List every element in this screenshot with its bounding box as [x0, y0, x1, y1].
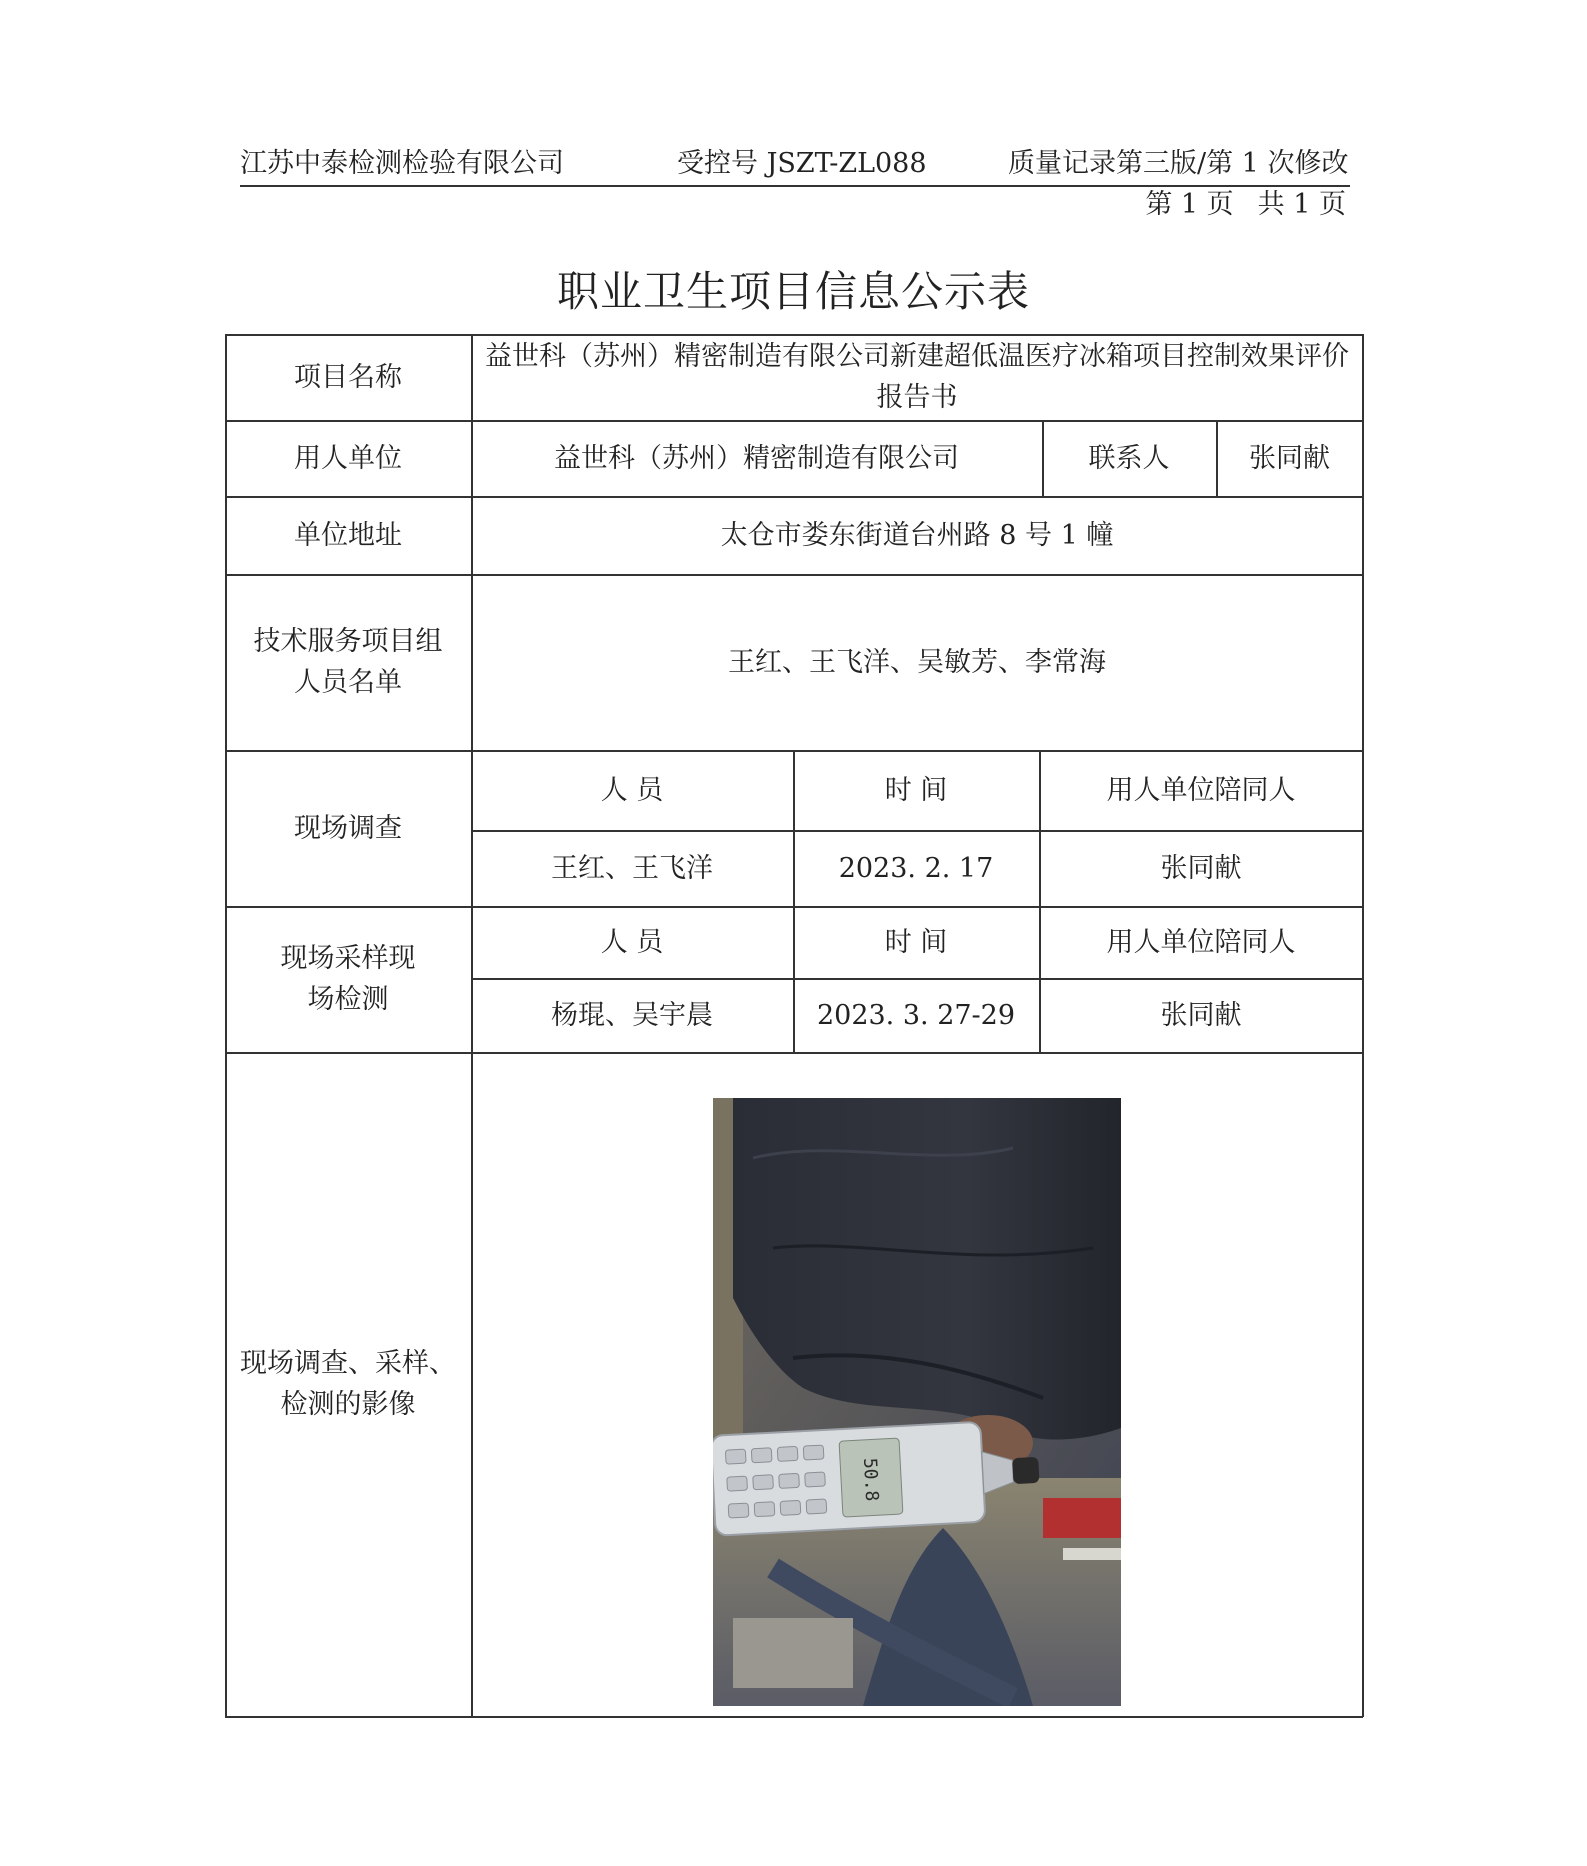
sampling-col-time: 时 间 [884, 926, 948, 958]
contact-label: 联系人 [1088, 442, 1170, 474]
team-value: 王红、王飞洋、吴敏芳、李常海 [728, 646, 1106, 678]
page-total: 共 1 页 [1257, 189, 1346, 220]
header-control-number: 受控号 JSZT-ZL088 [677, 148, 927, 179]
project-name-label: 项目名称 [294, 361, 402, 393]
address-value: 太仓市娄东街道台州路 8 号 1 幢 [720, 519, 1114, 551]
page-info [1100, 186, 1346, 224]
survey-col-companion: 用人单位陪同人 [1106, 774, 1296, 806]
employer-value: 益世科（苏州）精密制造有限公司 [554, 442, 959, 474]
sampling-person: 杨琨、吴宇晨 [551, 999, 713, 1031]
table-border [225, 1716, 1363, 1718]
info-table [225, 334, 1363, 1717]
sampling-col-companion: 用人单位陪同人 [1106, 926, 1296, 958]
survey-companion: 张同献 [1160, 852, 1242, 884]
sampling-companion: 张同献 [1160, 999, 1242, 1031]
survey-col-person: 人 员 [600, 774, 664, 806]
team-label: 技术服务项目组人员名单 [253, 626, 443, 698]
meter-reading: 50.8 [858, 1457, 883, 1502]
contact-value: 张同献 [1249, 442, 1330, 474]
survey-label: 现场调查 [294, 812, 402, 844]
image-label: 现场调查、采样、检测的影像 [240, 1348, 456, 1420]
page-current: 第 1 页 [1145, 189, 1234, 220]
address-label: 单位地址 [294, 519, 402, 551]
project-name-value: 益世科（苏州）精密制造有限公司新建超低温医疗冰箱项目控制效果评价报告书 [485, 341, 1349, 413]
sampling-label: 现场采样现场检测 [280, 943, 416, 1015]
sampling-col-person: 人 员 [600, 926, 664, 958]
survey-time: 2023. 2. 17 [838, 852, 994, 884]
sampling-time: 2023. 3. 27-29 [816, 999, 1016, 1031]
document-title: 职业卫生项目信息公示表 [556, 267, 1030, 316]
survey-col-time: 时 间 [884, 774, 948, 806]
header-version: 质量记录第三版/第 1 次修改 [1008, 148, 1349, 179]
survey-person: 王红、王飞洋 [551, 852, 713, 884]
employer-label: 用人单位 [294, 442, 402, 474]
site-photo [713, 1098, 1121, 1706]
header-company: 江苏中泰检测检验有限公司 [240, 148, 564, 179]
